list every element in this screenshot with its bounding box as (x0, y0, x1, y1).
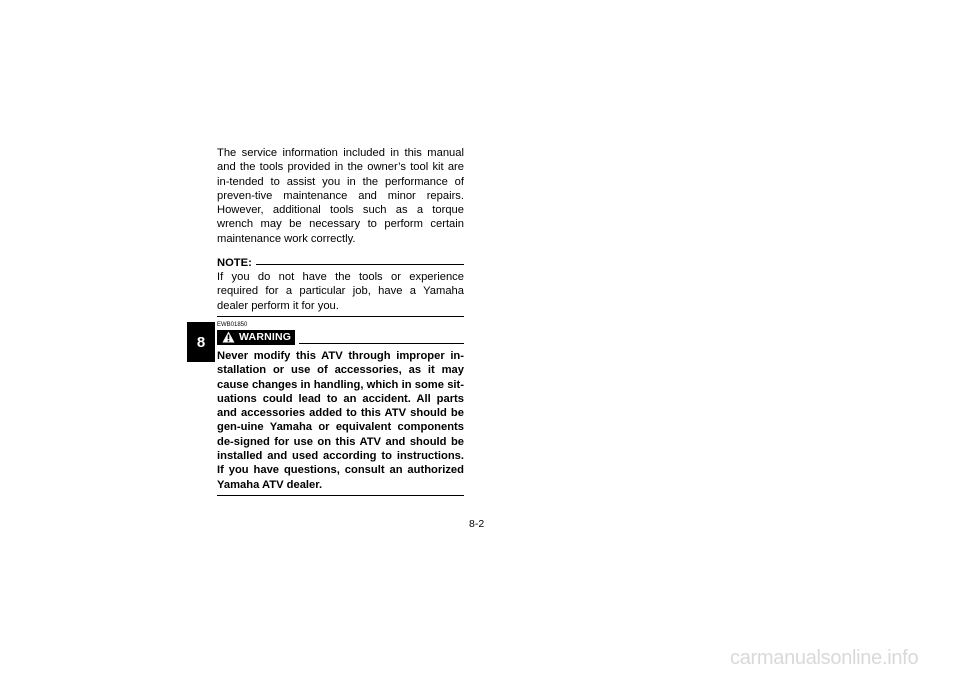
warning-header (217, 330, 464, 345)
watermark: carmanualsonline.info (730, 647, 919, 669)
chapter-number: 8 (196, 333, 206, 351)
content-column (217, 146, 464, 496)
warning-badge (217, 330, 295, 345)
warning-label: WARNING (239, 331, 292, 344)
intro-paragraph: The service information included in this manual and the tools provided in the owner’s tool kit are in-tended to assist you in the performance of preven-tive maintenance and minor repairs. However, additional tools such as a torque wrench may be necessary to perform certain maintenance work correctly. (217, 147, 464, 245)
note-text: If you do not have the tools or experience required for a particular job, have a Yamaha dealer perform it for you. (217, 271, 464, 312)
note-rule (256, 264, 464, 265)
warning-text: Never modify this ATV through improper in-stallation or use of accessories, as it may cause changes in handling, which in some sit-uations could lead to an accident. All parts and accessories added to this ATV should be gen-uine Yamaha or equivalent components de-signed for use on this ATV and should be installed and used according to instructions. If you have questions, consult an authorized Yamaha ATV dealer. (217, 349, 464, 491)
note-label: NOTE: (217, 257, 252, 270)
warning-code: EWB01850 (217, 321, 248, 328)
page-number: 8-2 (469, 518, 485, 530)
note-end-rule (217, 316, 464, 317)
note-header (217, 256, 464, 270)
warning-triangle-icon (222, 331, 235, 343)
warning-rule (299, 343, 464, 344)
warning-end-rule (217, 495, 464, 496)
chapter-tab (187, 322, 215, 362)
